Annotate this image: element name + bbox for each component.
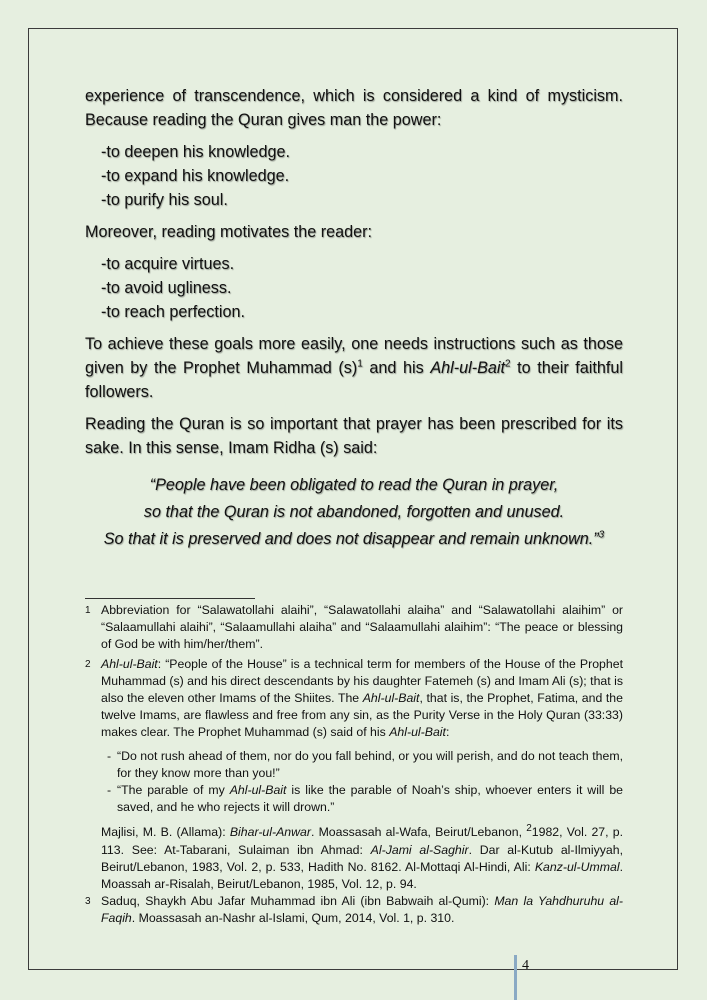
quote-line: So that it is preserved and does not disappear and remain unknown.”$^3$ <box>103 529 605 548</box>
quote-line: so that the Quran is not abandoned, forgotten and unused. <box>143 503 565 521</box>
list-item: -to reach perfection. <box>101 303 245 321</box>
footnote-separator <box>85 598 255 599</box>
motivation-list <box>101 252 623 324</box>
footnote-3: 3 Saduq, Shaykh Abu Jafar Muhammad ibn Ali (ibn Babwaih al-Qumi): Man la Yahdhuruhu al-Faqih. Moassasah an-Nashr al-Islami, Qum, 2014, Vol. 1, p. 310. <box>85 894 624 926</box>
list-item: - “Do not rush ahead of them, nor do you fall behind, or you will perish, and do not teach them, for they know more than you!” <box>107 748 623 782</box>
footnote-ref-2[interactable]: 2 <box>504 358 511 370</box>
list-item: -to purify his soul. <box>101 191 228 209</box>
footnote-1: 1 Abbreviation for “Salawatollahi alaihi”, “Salawatollahi alaiha” and “Salawatollahi alaihim” or “Salaamullahi alaihi”, “Salaamullahi alaiha” and “Salaamullahi alaihim”: “The peace or blessing of God be with him/her/them”. <box>85 603 623 652</box>
imam-quote <box>85 472 623 553</box>
moreover-paragraph: Moreover, reading motivates the reader: <box>85 223 373 241</box>
footnote-number: 1 <box>85 605 91 616</box>
main-text <box>85 84 623 553</box>
quote-line: “People have been obligated to read the Quran in prayer, <box>149 476 559 494</box>
footnote-number: 2 <box>85 658 91 670</box>
power-list <box>101 140 623 212</box>
footnote-2-quotes <box>107 748 623 817</box>
page-number: 4 <box>522 958 529 973</box>
page-number-bar <box>514 955 517 1000</box>
list-item: -to avoid ugliness. <box>101 279 232 297</box>
footnote-2-reference: Majlisi, M. B. (Allama): Bihar-ul-Anwar. Moassasah al-Wafa, Beirut/Lebanon, $^2$1982, Vol. 27, p. 113. See: At-Tabarani, Sulaiman ibn Ahmad: Al-Jami al-Saghir. Dar al-Kutub al-Ilmiyyah, Beirut/Lebanon, 1983, Vol. 2, p. 533, Hadith No. 8162. Al-Mottaqi Al-Hindi, Ali: Kanz-ul-Ummal. Moassah ar-Risalah, Beirut/Lebanon, 1985, Vol. 12, p. 94. <box>101 823 623 892</box>
list-item: -to acquire virtues. <box>101 255 235 273</box>
goals-paragraph: To achieve these goals more easily, one needs instructions such as those given by the Prophet Muhammad $(s)^1$ and his Ahl-ul-Bait$^2$ to their faithful followers. <box>85 335 623 401</box>
list-item: - “The parable of my Ahl-ul-Bait is like the parable of Noah’s ship, whoever enters it will be saved, and he who rejects it will drown.” <box>107 782 623 816</box>
footnote-2: 2 Ahl-ul-Bait: “People of the House” is a technical term for members of the House of the Prophet Muhammad (s) and his direct descendants by his daughter Fatemeh (s) and Imam Ali (s); that is also the eleven other Imams of the Shiites. The Ahl-ul-Bait, that is, the Prophet, Fatima, and the twelve Imams, are flawless and free from any sin, as the Purity Verse in the Holy Quran (33:33) makes clear. The Prophet Muhammad (s) said of his Ahl-ul-Bait: <box>85 656 623 740</box>
list-item: -to deepen his knowledge. <box>101 143 290 161</box>
footnote-ref-3[interactable]: 3 <box>598 529 605 541</box>
intro-paragraph: experience of transcendence, which is considered a kind of mysticism. Because reading the Quran gives man the power: <box>85 87 623 129</box>
footnotes <box>85 602 623 930</box>
reading-paragraph: Reading the Quran is so important that prayer has been prescribed for its sake. In this sense, Imam Ridha (s) said: <box>85 415 623 457</box>
list-item: -to expand his knowledge. <box>101 167 290 185</box>
footnote-ref-1[interactable]: 1 <box>357 358 363 370</box>
footnote-number: 3 <box>85 896 91 908</box>
